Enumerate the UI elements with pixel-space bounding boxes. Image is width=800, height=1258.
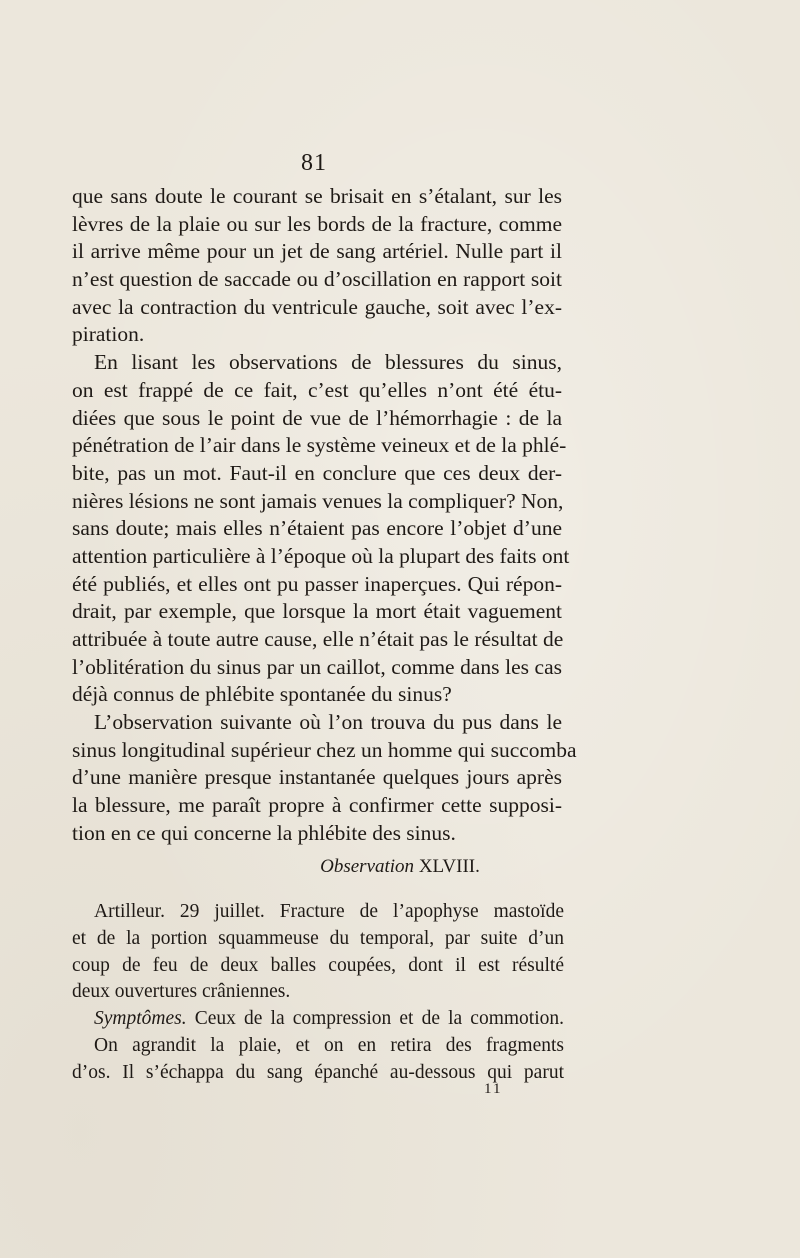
paragraph-line: attention particulière à l’époque où la plupart des faits ont (72, 543, 570, 568)
paragraph-line: pénétration de l’air dans le système veineux et de la phlé- (72, 433, 567, 458)
paragraph-line: L’observation suivante où l’on trouva du pus dans le (94, 710, 562, 735)
italic-lead: Symptômes. (94, 1008, 187, 1030)
observation-heading (0, 856, 800, 878)
paragraph-line: drait, par exemple, que lorsque la mort était vaguement (72, 599, 562, 624)
paragraph-line: on est frappé de ce fait, c’est qu’elles n’ont été étu- (72, 377, 562, 402)
paragraph-line: d’une manière presque instantanée quelques jours après (72, 765, 562, 790)
line-text: Ceux de la compression et de la commotion. (186, 1008, 564, 1030)
observation-line: Artilleur. 29 juillet. Fracture de l’apophyse mastoïde (94, 901, 564, 922)
paragraph-line: avec la contraction du ventricule gauche, soit avec l’ex- (72, 294, 562, 319)
observation-line: coup de feu de deux balles coupées, dont il est résulté (72, 954, 564, 976)
paragraph-line: bite, pas un mot. Faut-il en conclure que ces deux der- (72, 460, 562, 485)
paragraph-line: attribuée à toute autre cause, elle n’était pas le résultat de (72, 627, 564, 651)
observation-heading-number: XLVIII. (418, 856, 480, 877)
paragraph-line: été publiés, et elles ont pu passer inaperçues. Qui répon- (72, 571, 562, 596)
paragraph-line: piration. (72, 322, 145, 347)
paragraph-line: nières lésions ne sont jamais venues la compliquer? Non, (72, 488, 564, 513)
observation-line: On agrandit la plaie, et on en retira des fragments (94, 1034, 564, 1056)
paragraph-line: tion en ce qui concerne la phlébite des sinus. (72, 820, 456, 845)
paragraph-line: n’est question de saccade ou d’oscillation en rapport soit (72, 267, 562, 292)
observation-text (72, 899, 564, 1087)
paragraph-line: sans doute; mais elles n’étaient pas encore l’objet d’une (72, 516, 562, 541)
paragraph-line: diées que sous le point de vue de l’hémorrhagie : de la (72, 405, 562, 430)
page-number: 81 (301, 150, 327, 176)
paragraph-line: il arrive même pour un jet de sang artériel. Nulle part il (72, 239, 562, 264)
observation-heading-label: Observation (320, 856, 415, 877)
paragraph-line: la blessure, me paraît propre à confirmer cette supposi- (72, 793, 562, 818)
paragraph-line: lèvres de la plaie ou sur les bords de la fracture, comme (72, 211, 562, 236)
observation-line (72, 1006, 564, 1033)
observation-line: deux ouvertures crâniennes. (72, 981, 291, 1003)
signature-mark: 11 (484, 1081, 503, 1097)
observation-line: et de la portion squammeuse du temporal, par suite d’un (72, 927, 564, 949)
paragraph-line: sinus longitudinal supérieur chez un homme qui succomba (72, 737, 577, 762)
paragraph-line: déjà connus de phlébite spontanée du sinus? (72, 682, 452, 707)
paragraph-line: l’oblitération du sinus par un caillot, comme dans les cas (72, 654, 562, 679)
paragraph-line: En lisant les observations de blessures du sinus, (94, 350, 562, 375)
body-text (72, 183, 577, 848)
observation-line: d’os. Il s’échappa du sang épanché au-dessous qui parut (72, 1061, 564, 1083)
paragraph-line: que sans doute le courant se brisait en s’étalant, sur les (72, 184, 562, 208)
